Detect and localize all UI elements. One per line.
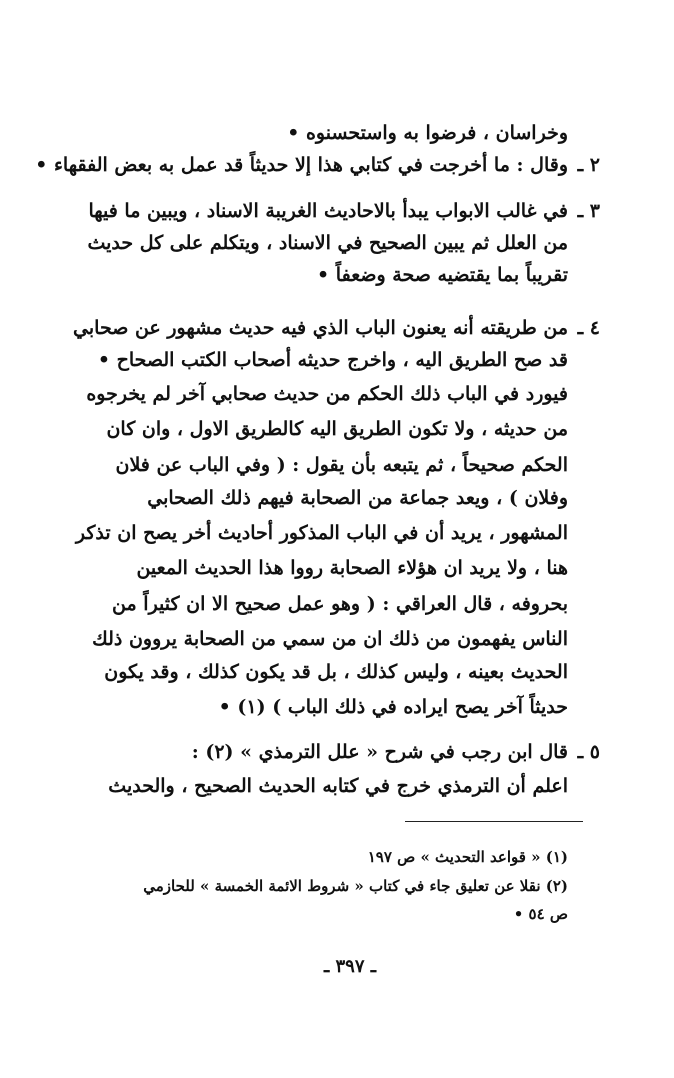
footnote-2-continued: ص ٥٤ •	[513, 905, 568, 923]
item4-line-9: بحروفه ، قال العراقي : ( وهو عمل صحيح الا ان كثيراً من	[112, 593, 568, 615]
page-number: ـ ٣٩٧ ـ	[323, 956, 377, 977]
item4-line-6: وفلان ) ، ويعد جماعة من الصحابة فيهم ذلك الصحابي	[147, 487, 568, 509]
footnote-2: (٢) نقلا عن تعليق جاء في كتاب « شروط الائمة الخمسة » للحازمي	[143, 877, 568, 895]
footnote-separator	[405, 821, 583, 822]
item4-line-5: الحكم صحيحاً ، ثم يتبعه بأن يقول : ( وفي الباب عن فلان	[115, 454, 568, 476]
item3-line-3: تقريباً بما يقتضيه صحة وضعفاً •	[317, 264, 568, 286]
item3-line-2: من العلل ثم يبين الصحيح في الاسناد ، ويتكلم على كل حديث	[87, 232, 568, 254]
item4-line-3: فيورد في الباب ذلك الحكم من حديث صحابي آخر لم يخرجوه	[86, 383, 568, 405]
item4-line-1: من طريقته أنه يعنون الباب الذي فيه حديث مشهور عن صحابي	[73, 317, 568, 339]
item4-line-11: الحديث بعينه ، وليس كذلك ، بل قد يكون كذلك ، وقد يكون	[104, 661, 568, 683]
item4-line-4: من حديثه ، ولا تكون الطريق اليه كالطريق الاول ، وان كان	[106, 418, 568, 440]
item3-number: ٣ ـ	[577, 200, 600, 222]
item3-line-1: في غالب الابواب يبدأ بالاحاديث الغريبة الاسناد ، ويبين ما فيها	[88, 200, 568, 222]
item2-number: ٢ ـ	[577, 154, 600, 176]
item4-number: ٤ ـ	[577, 317, 600, 339]
item4-line-7: المشهور ، يريد أن في الباب المذكور أحاديث أخر يصح ان تذكر	[75, 522, 568, 544]
item1-tail-line: وخراسان ، فرضوا به واستحسنوه •	[287, 122, 568, 144]
footnote-1: (١) « قواعد التحديث » ص ١٩٧	[367, 848, 568, 866]
item5-line-2: اعلم أن الترمذي خرج في كتابه الحديث الصحيح ، والحديث	[108, 775, 568, 797]
item4-line-2: قد صح الطريق اليه ، واخرج حديثه أصحاب الكتب الصحاح •	[97, 349, 568, 371]
item5-line-1: قال ابن رجب في شرح « علل الترمذي » (٢) :	[191, 741, 568, 763]
item5-number: ٥ ـ	[577, 741, 600, 763]
item4-line-10: الناس يفهمون من ذلك ان من سمي من الصحابة يروون ذلك	[92, 628, 568, 650]
item2-line-1: وقال : ما أخرجت في كتابي هذا إلا حديثاً قد عمل به بعض الفقهاء •	[35, 154, 568, 176]
item4-line-8: هنا ، ولا يريد ان هؤلاء الصحابة رووا هذا الحديث المعين	[136, 557, 568, 579]
item4-line-12: حديثاً آخر يصح ايراده في ذلك الباب ) (١) •	[218, 696, 568, 718]
